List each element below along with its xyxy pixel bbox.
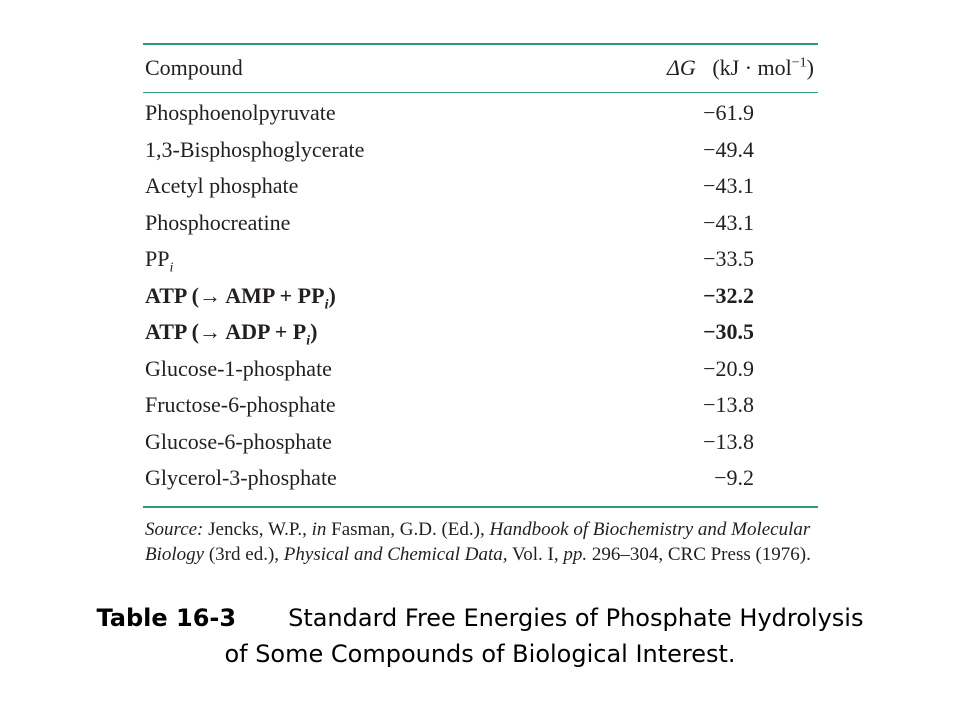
- delta-g-value: −61.9: [703, 100, 754, 125]
- compound-suffix: ): [328, 282, 336, 308]
- source-series: Physical and Chemical Data,: [283, 543, 508, 565]
- header-delta-g: [667, 55, 814, 81]
- compound-name: [145, 465, 337, 491]
- source-pp: pp.: [563, 543, 588, 565]
- compound-name-text: Glucose-1-phosphate: [145, 355, 332, 381]
- compound-name: [145, 392, 336, 418]
- table-row: [143, 137, 818, 174]
- table-row: [143, 246, 818, 283]
- table-body: [143, 93, 818, 502]
- source-pages: 296–304, CRC Press (1976).: [591, 543, 811, 565]
- table-row: [143, 319, 818, 356]
- source-author: Jencks, W.P.,: [208, 518, 307, 540]
- compound-name-text: Glucose-6-phosphate: [145, 428, 332, 454]
- delta-g-value: −43.1: [703, 209, 754, 235]
- delta-g-value: −9.2: [714, 465, 754, 490]
- delta-g-value: −30.5: [702, 319, 754, 344]
- header-unit-close: ): [806, 55, 814, 80]
- table-row: [143, 356, 818, 393]
- compound-name-text: Glycerol-3-phosphate: [145, 465, 337, 490]
- header-delta-g-symbol: ΔG: [667, 55, 696, 80]
- compound-name: [145, 319, 317, 349]
- table-source-note: [143, 517, 818, 567]
- compound-subscript: i: [306, 333, 311, 349]
- source-volume: Vol. I,: [511, 543, 559, 565]
- compound-subscript: i: [324, 296, 329, 312]
- compound-name: [145, 429, 332, 455]
- header-compound: Compound: [145, 55, 243, 80]
- delta-g-value: −13.8: [703, 392, 754, 417]
- compound-name: [145, 210, 290, 236]
- compound-name: [145, 356, 332, 382]
- compound-name-text: PP: [145, 246, 170, 271]
- compound-name-text: Phosphocreatine: [145, 209, 291, 235]
- source-book: Handbook of Biochemistry and Molecular Biology: [145, 518, 811, 565]
- caption-line-1: [0, 600, 960, 636]
- source-label: Source:: [145, 518, 204, 540]
- table-bottom-rule: [143, 506, 818, 508]
- table-row: [143, 283, 818, 320]
- delta-g-value: −49.4: [703, 136, 754, 162]
- table-header-row: [143, 45, 818, 92]
- compound-name-text: Acetyl phosphate: [145, 173, 299, 198]
- caption-line-2: of Some Compounds of Biological Interest.: [224, 640, 736, 668]
- delta-g-value: −33.5: [703, 246, 754, 271]
- compound-name: [145, 246, 173, 276]
- compound-name: [145, 283, 336, 313]
- compound-name-text: Phosphoenolpyruvate: [145, 100, 336, 125]
- caption-title-1: Standard Free Energies of Phosphate Hydrolysis: [288, 604, 864, 632]
- delta-g-value: −43.1: [703, 173, 754, 198]
- caption-label: Table 16-3: [96, 604, 237, 632]
- compound-name-text: ATP (→ AMP + PP: [145, 282, 325, 308]
- table-row: [143, 392, 818, 429]
- compound-name: [145, 137, 364, 163]
- table-row: [143, 429, 818, 466]
- source-edition: (3rd ed.),: [208, 543, 280, 565]
- free-energy-table: [143, 43, 818, 567]
- table-row: [143, 465, 818, 502]
- compound-name-text: Fructose-6-phosphate: [145, 392, 336, 417]
- header-unit-open: (kJ · mol: [712, 55, 792, 80]
- delta-g-value: −13.8: [703, 428, 754, 454]
- header-unit-exp: −1: [791, 55, 807, 71]
- table-row: [143, 210, 818, 247]
- compound-name: [145, 173, 298, 199]
- source-in: in: [311, 518, 327, 540]
- table-row: [143, 100, 818, 137]
- source-editor: Fasman, G.D. (Ed.),: [331, 518, 485, 540]
- table-row: [143, 173, 818, 210]
- delta-g-value: −32.2: [702, 282, 754, 308]
- compound-subscript: i: [169, 260, 174, 276]
- compound-suffix: ): [310, 319, 318, 344]
- compound-name-text: 1,3-Bisphosphoglycerate: [145, 136, 365, 162]
- delta-g-value: −20.9: [703, 355, 754, 381]
- slide-caption: [0, 600, 960, 672]
- compound-name-text: ATP (→ ADP + P: [145, 319, 307, 344]
- compound-name: [145, 100, 336, 126]
